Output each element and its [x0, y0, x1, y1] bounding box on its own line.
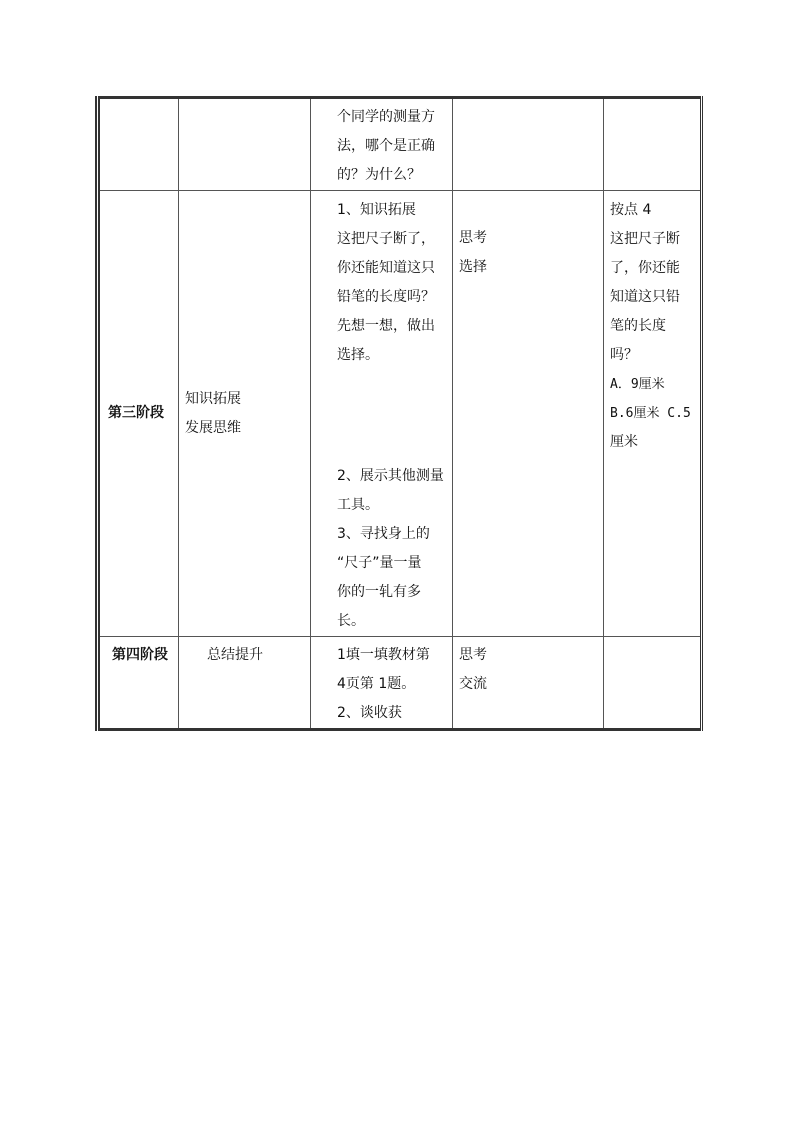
lesson-plan-table — [95, 96, 699, 721]
student-activity-cell — [453, 191, 604, 637]
text-line: 选择 — [459, 259, 487, 275]
text-line: 这把尺子断了， — [337, 231, 435, 247]
text-line: 思考 — [459, 647, 487, 663]
text-line: 笔的长度 — [610, 318, 666, 334]
text-line: 法，哪个是正确 — [337, 138, 435, 154]
notes-cell — [604, 98, 702, 191]
teacher-activity-cell — [311, 637, 453, 730]
text-line: 你还能知道这只 — [337, 260, 435, 276]
goal-cell — [179, 98, 311, 191]
stage-cell — [98, 98, 179, 191]
table-row — [98, 191, 702, 637]
text-line: 的？为什么？ — [337, 167, 421, 183]
text-line: 按点 4 — [610, 202, 652, 218]
text-line: 思考 — [459, 230, 487, 246]
student-activity-cell — [453, 637, 604, 730]
text-line: 1填一填教材第 — [337, 647, 430, 663]
goal-cell — [179, 637, 311, 730]
text-line: 你的一轧有多 — [337, 584, 421, 600]
text-line: 4页第 1题。 — [337, 676, 416, 692]
stage-cell — [98, 637, 179, 730]
text-line: B.6厘米 C.5 — [610, 406, 691, 421]
text-line: 发展思维 — [185, 419, 241, 436]
notes-cell — [604, 637, 702, 730]
text-line: 个同学的测量方 — [337, 109, 435, 125]
stage-label: 第四阶段 — [112, 647, 168, 663]
text-line: 3、寻找身上的 — [337, 526, 430, 542]
text-line: 这把尺子断 — [610, 231, 680, 247]
text-line: 先想一想，做出 — [337, 318, 435, 334]
text-line: 长。 — [337, 613, 365, 629]
text-line: 1、知识拓展 — [337, 202, 416, 218]
notes-cell — [604, 191, 702, 637]
text-line: 2、谈收获 — [337, 705, 402, 721]
text-line: 2、展示其他测量 — [337, 468, 444, 484]
text-line: 吗？ — [610, 347, 638, 363]
stage-label: 第三阶段 — [108, 405, 164, 421]
table-row — [98, 637, 702, 730]
teacher-activity-cell — [311, 191, 453, 637]
table-row — [98, 98, 702, 191]
text-line: 知道这只铅 — [610, 289, 680, 305]
goal-cell — [179, 191, 311, 637]
stage-cell — [98, 191, 179, 637]
text-line: “尺子”量一量 — [337, 555, 422, 571]
text-line: 交流 — [459, 676, 487, 692]
text-line: 总结提升 — [207, 647, 263, 663]
text-line: 了，你还能 — [610, 260, 680, 276]
text-line: 选择。 — [337, 347, 379, 363]
text-line: 工具。 — [337, 497, 379, 513]
text-line: 铅笔的长度吗？ — [337, 289, 435, 305]
teacher-activity-cell — [311, 98, 453, 191]
student-activity-cell — [453, 98, 604, 191]
text-line: A．9厘米 — [610, 377, 665, 392]
text-line: 厘米 — [610, 434, 638, 450]
text-line: 知识拓展 — [185, 390, 241, 407]
